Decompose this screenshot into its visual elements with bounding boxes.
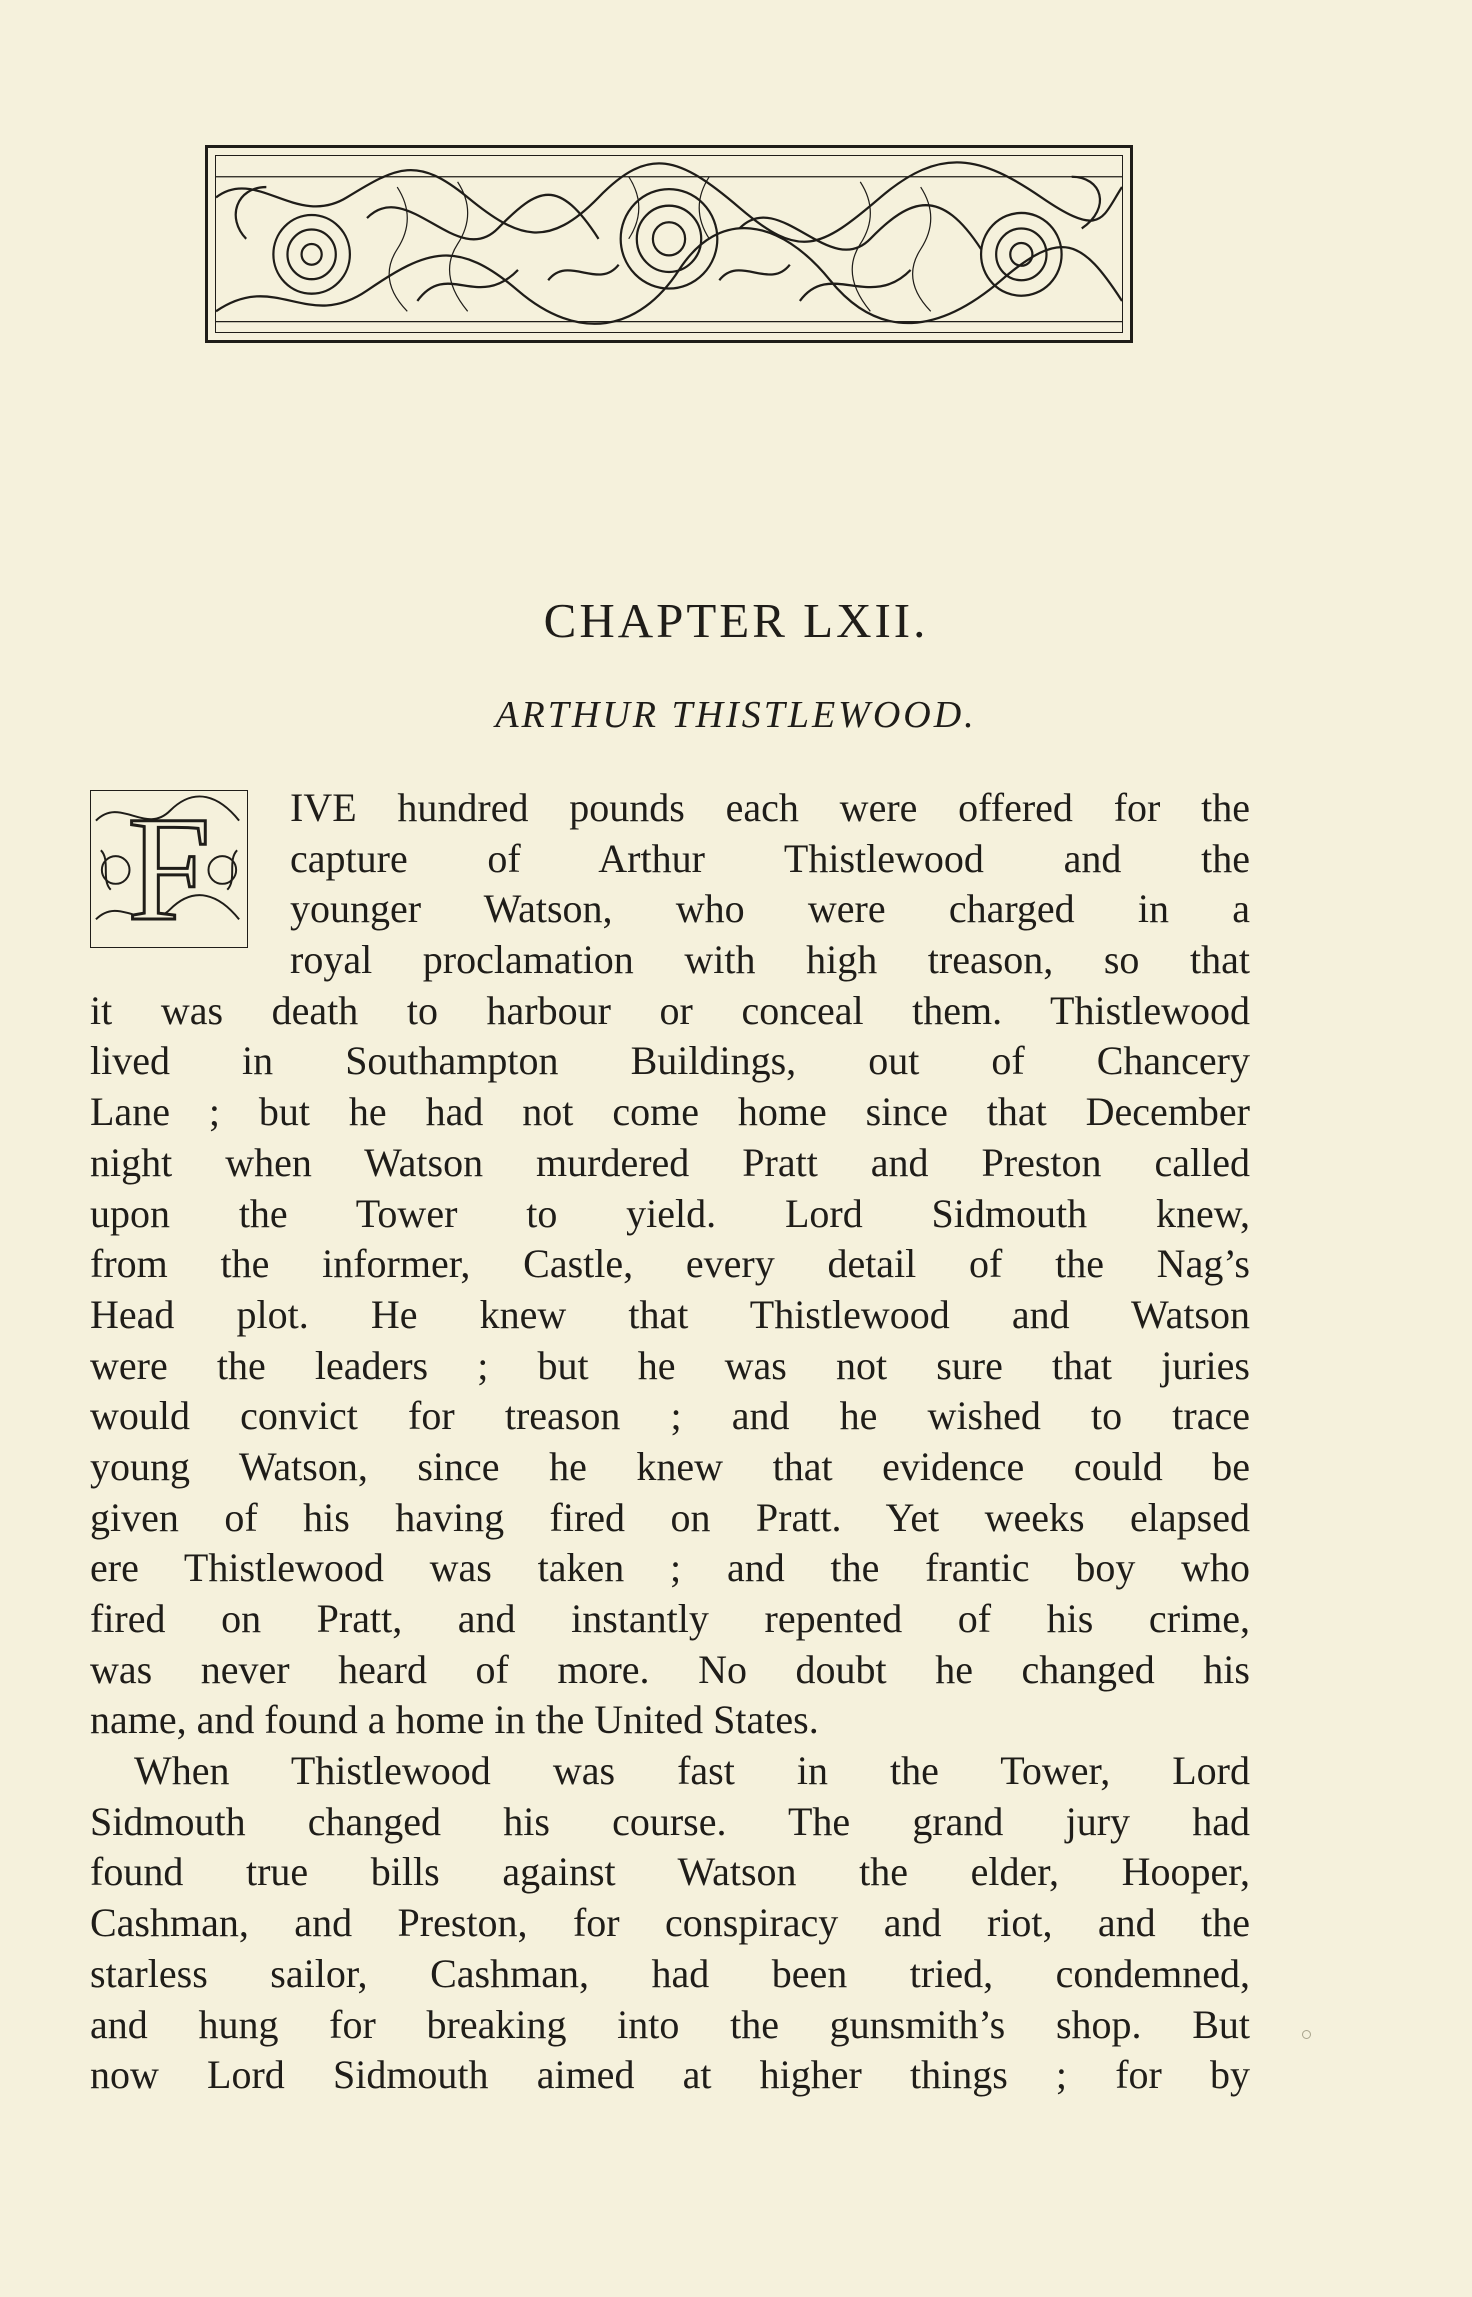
- body-text: [90, 783, 1250, 2101]
- text-line: was never heard of more. No doubt he changed his: [90, 1646, 1250, 1692]
- dropcap-letter: F: [127, 790, 211, 948]
- text-line: younger Watson, who were charged in a: [290, 886, 1250, 932]
- text-line: fired on Pratt, and instantly repented of his crime,: [90, 1596, 1250, 1641]
- chapter-subheading: ARTHUR THISTLEWOOD.: [495, 694, 977, 736]
- text-line: royal proclamation with high treason, so that: [290, 937, 1250, 983]
- text-line: from the informer, Castle, every detail of the Nag’s: [90, 1241, 1250, 1287]
- text-line: Sidmouth changed his course. The grand jury had: [90, 1798, 1250, 1844]
- text-line: young Watson, since he knew that evidence could be: [90, 1443, 1250, 1489]
- text-line: would convict for treason ; and he wished to trace: [90, 1393, 1250, 1439]
- text-line: and hung for breaking into the gunsmith’s shop. But: [90, 2001, 1250, 2047]
- text-line: capture of Arthur Thistlewood and the: [290, 835, 1250, 881]
- text-line: given of his having fired on Pratt. Yet weeks elapsed: [90, 1494, 1250, 1540]
- text-line: IVE hundred pounds each were offered for the: [290, 785, 1250, 830]
- text-line: Head plot. He knew that Thistlewood and Watson: [90, 1291, 1250, 1337]
- text-line: ere Thistlewood was taken ; and the frantic boy who: [90, 1545, 1250, 1591]
- text-line: Cashman, and Preston, for conspiracy and riot, and the: [90, 1900, 1250, 1946]
- text-line: were the leaders ; but he was not sure that juries: [90, 1342, 1250, 1388]
- text-line: Lane ; but he had not come home since that December: [90, 1089, 1250, 1135]
- text-line: night when Watson murdered Pratt and Preston called: [90, 1139, 1250, 1185]
- chapter-heading: CHAPTER LXII.: [543, 593, 929, 648]
- text-line: name, and found a home in the United States.: [90, 1697, 819, 1743]
- ornamental-headpiece: [205, 145, 1133, 343]
- text-line: When Thistlewood was fast in the Tower, Lord: [134, 1748, 1250, 1794]
- text-line: upon the Tower to yield. Lord Sidmouth knew,: [90, 1190, 1250, 1236]
- text-line: now Lord Sidmouth aimed at higher things ; for by: [90, 2052, 1250, 2098]
- margin-mark: [1302, 2030, 1311, 2039]
- text-line: it was death to harbour or conceal them. Thistlewood: [90, 987, 1250, 1033]
- headpiece-frame: [215, 155, 1123, 333]
- text-line: lived in Southampton Buildings, out of Chancery: [90, 1038, 1250, 1084]
- text-line: starless sailor, Cashman, had been tried, condemned,: [90, 1950, 1250, 1996]
- foliage-ornament-icon: [216, 156, 1122, 332]
- text-line: found true bills against Watson the elder, Hooper,: [90, 1849, 1250, 1895]
